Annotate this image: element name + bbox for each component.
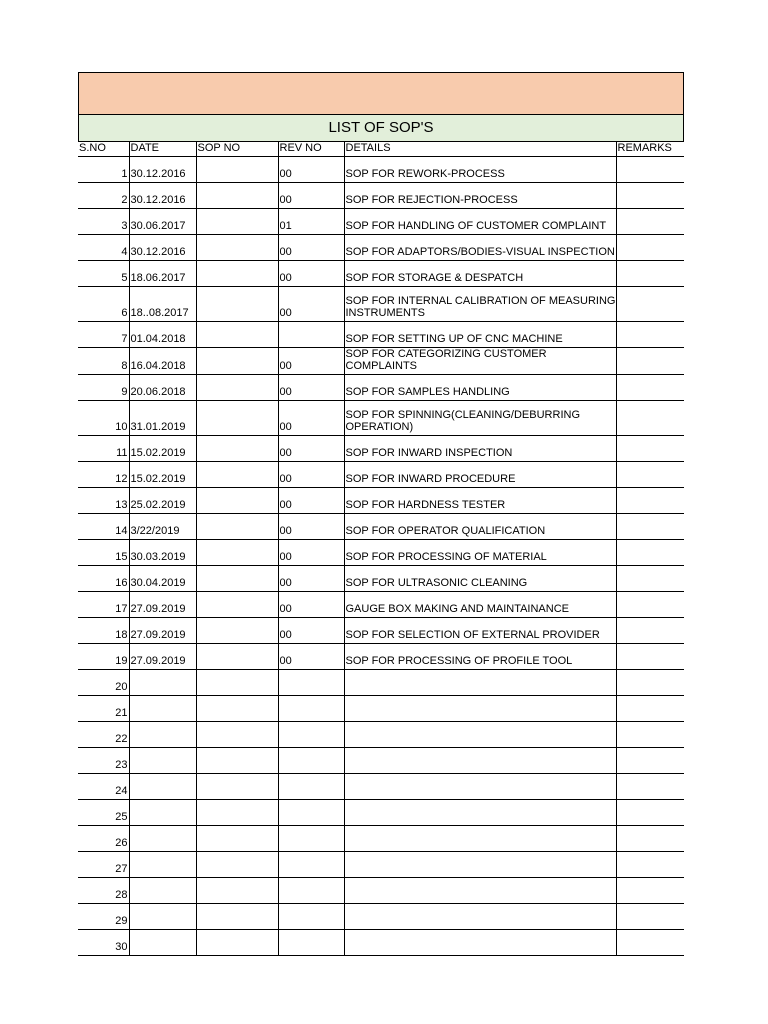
- table-row: [78, 618, 684, 644]
- rev-no-cell: 00: [278, 618, 344, 644]
- remarks-cell: [616, 436, 684, 462]
- details-cell: [344, 800, 616, 826]
- remarks-cell: [616, 540, 684, 566]
- sop-no-cell: [196, 436, 278, 462]
- table-row: [78, 261, 684, 287]
- date-cell: [129, 878, 196, 904]
- rev-no-cell: [278, 878, 344, 904]
- remarks-cell: [616, 930, 684, 956]
- sop-no-cell: [196, 183, 278, 209]
- rev-no-cell: 00: [278, 488, 344, 514]
- remarks-cell: [616, 670, 684, 696]
- sno-cell: 8: [78, 348, 129, 375]
- remarks-cell: [616, 696, 684, 722]
- header-sno: S.NO: [78, 142, 129, 157]
- sop-no-cell: [196, 826, 278, 852]
- remarks-cell: [616, 209, 684, 235]
- remarks-cell: [616, 566, 684, 592]
- table-row: [78, 722, 684, 748]
- header-rev-no: REV NO: [278, 142, 344, 157]
- date-cell: 18.06.2017: [129, 261, 196, 287]
- header-remarks: REMARKS: [616, 142, 684, 157]
- remarks-cell: [616, 722, 684, 748]
- remarks-cell: [616, 183, 684, 209]
- details-cell: SOP FOR CATEGORIZING CUSTOMER COMPLAINTS: [344, 348, 616, 375]
- date-cell: 01.04.2018: [129, 322, 196, 348]
- details-cell: SOP FOR HANDLING OF CUSTOMER COMPLAINT: [344, 209, 616, 235]
- remarks-cell: [616, 748, 684, 774]
- header-sop-no: SOP NO: [196, 142, 278, 157]
- details-cell: [344, 852, 616, 878]
- table-row: [78, 462, 684, 488]
- details-cell: [344, 670, 616, 696]
- rev-no-cell: 00: [278, 401, 344, 436]
- table-body: [78, 157, 684, 956]
- sop-no-cell: [196, 235, 278, 261]
- date-cell: 31.01.2019: [129, 401, 196, 436]
- sno-cell: 6: [78, 287, 129, 322]
- rev-no-cell: 01: [278, 209, 344, 235]
- remarks-cell: [616, 322, 684, 348]
- date-cell: 27.09.2019: [129, 644, 196, 670]
- date-cell: [129, 696, 196, 722]
- sop-no-cell: [196, 322, 278, 348]
- rev-no-cell: [278, 696, 344, 722]
- details-cell: SOP FOR INTERNAL CALIBRATION OF MEASURING INSTRUMENTS: [344, 287, 616, 322]
- sop-no-cell: [196, 852, 278, 878]
- sop-no-cell: [196, 488, 278, 514]
- sno-cell: 17: [78, 592, 129, 618]
- rev-no-cell: 00: [278, 157, 344, 183]
- date-cell: [129, 722, 196, 748]
- rev-no-cell: 00: [278, 462, 344, 488]
- table-row: [78, 488, 684, 514]
- table-row: [78, 235, 684, 261]
- table-row: [78, 930, 684, 956]
- sno-cell: 26: [78, 826, 129, 852]
- sop-no-cell: [196, 157, 278, 183]
- rev-no-cell: 00: [278, 261, 344, 287]
- remarks-cell: [616, 904, 684, 930]
- sno-cell: 11: [78, 436, 129, 462]
- details-cell: SOP FOR HARDNESS TESTER: [344, 488, 616, 514]
- remarks-cell: [616, 878, 684, 904]
- remarks-cell: [616, 348, 684, 375]
- header-date: DATE: [129, 142, 196, 157]
- rev-no-cell: 00: [278, 644, 344, 670]
- table-row: [78, 322, 684, 348]
- rev-no-cell: 00: [278, 235, 344, 261]
- rev-no-cell: 00: [278, 375, 344, 401]
- sno-cell: 15: [78, 540, 129, 566]
- sop-no-cell: [196, 618, 278, 644]
- sop-no-cell: [196, 930, 278, 956]
- remarks-cell: [616, 800, 684, 826]
- sop-no-cell: [196, 540, 278, 566]
- rev-no-cell: [278, 774, 344, 800]
- sno-cell: 4: [78, 235, 129, 261]
- sno-cell: 23: [78, 748, 129, 774]
- date-cell: 30.12.2016: [129, 157, 196, 183]
- sop-no-cell: [196, 696, 278, 722]
- remarks-cell: [616, 514, 684, 540]
- details-cell: SOP FOR INWARD PROCEDURE: [344, 462, 616, 488]
- date-cell: [129, 748, 196, 774]
- rev-no-cell: 00: [278, 592, 344, 618]
- table-row: [78, 514, 684, 540]
- details-cell: SOP FOR SETTING UP OF CNC MACHINE: [344, 322, 616, 348]
- remarks-cell: [616, 774, 684, 800]
- rev-no-cell: [278, 322, 344, 348]
- sop-no-cell: [196, 644, 278, 670]
- details-cell: SOP FOR REWORK-PROCESS: [344, 157, 616, 183]
- table-row: [78, 670, 684, 696]
- details-cell: SOP FOR PROCESSING OF MATERIAL: [344, 540, 616, 566]
- rev-no-cell: [278, 904, 344, 930]
- table-row: [78, 852, 684, 878]
- remarks-cell: [616, 488, 684, 514]
- sop-no-cell: [196, 592, 278, 618]
- table-row: [78, 644, 684, 670]
- date-cell: [129, 774, 196, 800]
- sno-cell: 27: [78, 852, 129, 878]
- date-cell: 30.04.2019: [129, 566, 196, 592]
- table-row: [78, 436, 684, 462]
- table-row: [78, 774, 684, 800]
- remarks-cell: [616, 375, 684, 401]
- sno-cell: 5: [78, 261, 129, 287]
- remarks-cell: [616, 644, 684, 670]
- sop-no-cell: [196, 774, 278, 800]
- header-banner: [78, 72, 684, 115]
- sop-no-cell: [196, 287, 278, 322]
- rev-no-cell: 00: [278, 436, 344, 462]
- sheet-title: LIST OF SOP'S: [78, 115, 684, 142]
- table-row: [78, 748, 684, 774]
- details-cell: [344, 904, 616, 930]
- sno-cell: 24: [78, 774, 129, 800]
- date-cell: 30.06.2017: [129, 209, 196, 235]
- details-cell: [344, 748, 616, 774]
- remarks-cell: [616, 401, 684, 436]
- sop-no-cell: [196, 670, 278, 696]
- details-cell: GAUGE BOX MAKING AND MAINTAINANCE: [344, 592, 616, 618]
- remarks-cell: [616, 287, 684, 322]
- sop-no-cell: [196, 566, 278, 592]
- rev-no-cell: 00: [278, 540, 344, 566]
- date-cell: 18..08.2017: [129, 287, 196, 322]
- sno-cell: 9: [78, 375, 129, 401]
- table-row: [78, 904, 684, 930]
- date-cell: 27.09.2019: [129, 592, 196, 618]
- sno-cell: 25: [78, 800, 129, 826]
- sno-cell: 30: [78, 930, 129, 956]
- table-row: [78, 157, 684, 183]
- sop-no-cell: [196, 904, 278, 930]
- rev-no-cell: [278, 826, 344, 852]
- sop-no-cell: [196, 375, 278, 401]
- sop-no-cell: [196, 261, 278, 287]
- rev-no-cell: [278, 748, 344, 774]
- remarks-cell: [616, 462, 684, 488]
- remarks-cell: [616, 826, 684, 852]
- rev-no-cell: 00: [278, 348, 344, 375]
- rev-no-cell: [278, 800, 344, 826]
- remarks-cell: [616, 261, 684, 287]
- table-row: [78, 540, 684, 566]
- details-cell: SOP FOR OPERATOR QUALIFICATION: [344, 514, 616, 540]
- sno-cell: 14: [78, 514, 129, 540]
- sno-cell: 22: [78, 722, 129, 748]
- table-row: [78, 401, 684, 436]
- sop-no-cell: [196, 348, 278, 375]
- details-cell: [344, 722, 616, 748]
- sop-sheet: [78, 72, 684, 956]
- date-cell: 30.12.2016: [129, 235, 196, 261]
- date-cell: 16.04.2018: [129, 348, 196, 375]
- header-details: DETAILS: [344, 142, 616, 157]
- sno-cell: 3: [78, 209, 129, 235]
- table-row: [78, 566, 684, 592]
- table-row: [78, 375, 684, 401]
- date-cell: 15.02.2019: [129, 462, 196, 488]
- date-cell: [129, 800, 196, 826]
- details-cell: SOP FOR SELECTION OF EXTERNAL PROVIDER: [344, 618, 616, 644]
- date-cell: 15.02.2019: [129, 436, 196, 462]
- sno-cell: 13: [78, 488, 129, 514]
- sop-table: [78, 142, 684, 956]
- sno-cell: 7: [78, 322, 129, 348]
- sop-no-cell: [196, 209, 278, 235]
- details-cell: SOP FOR REJECTION-PROCESS: [344, 183, 616, 209]
- date-cell: 3/22/2019: [129, 514, 196, 540]
- header-row: [78, 142, 684, 157]
- date-cell: [129, 904, 196, 930]
- remarks-cell: [616, 618, 684, 644]
- sno-cell: 10: [78, 401, 129, 436]
- sno-cell: 28: [78, 878, 129, 904]
- table-row: [78, 287, 684, 322]
- details-cell: SOP FOR INWARD INSPECTION: [344, 436, 616, 462]
- rev-no-cell: 00: [278, 566, 344, 592]
- sop-no-cell: [196, 514, 278, 540]
- sno-cell: 2: [78, 183, 129, 209]
- table-row: [78, 348, 684, 375]
- date-cell: 27.09.2019: [129, 618, 196, 644]
- details-cell: SOP FOR ULTRASONIC CLEANING: [344, 566, 616, 592]
- date-cell: [129, 826, 196, 852]
- remarks-cell: [616, 157, 684, 183]
- sno-cell: 20: [78, 670, 129, 696]
- rev-no-cell: 00: [278, 183, 344, 209]
- date-cell: [129, 670, 196, 696]
- date-cell: 30.03.2019: [129, 540, 196, 566]
- details-cell: [344, 774, 616, 800]
- rev-no-cell: [278, 670, 344, 696]
- details-cell: SOP FOR STORAGE & DESPATCH: [344, 261, 616, 287]
- details-cell: [344, 696, 616, 722]
- sop-no-cell: [196, 800, 278, 826]
- rev-no-cell: 00: [278, 514, 344, 540]
- details-cell: [344, 878, 616, 904]
- table-row: [78, 696, 684, 722]
- sno-cell: 12: [78, 462, 129, 488]
- details-cell: [344, 930, 616, 956]
- sno-cell: 21: [78, 696, 129, 722]
- sop-no-cell: [196, 722, 278, 748]
- remarks-cell: [616, 235, 684, 261]
- details-cell: SOP FOR PROCESSING OF PROFILE TOOL: [344, 644, 616, 670]
- date-cell: 20.06.2018: [129, 375, 196, 401]
- table-row: [78, 183, 684, 209]
- rev-no-cell: [278, 852, 344, 878]
- rev-no-cell: 00: [278, 287, 344, 322]
- table-row: [78, 826, 684, 852]
- details-cell: SOP FOR ADAPTORS/BODIES-VISUAL INSPECTION: [344, 235, 616, 261]
- date-cell: 30.12.2016: [129, 183, 196, 209]
- date-cell: 25.02.2019: [129, 488, 196, 514]
- sno-cell: 1: [78, 157, 129, 183]
- date-cell: [129, 852, 196, 878]
- sop-no-cell: [196, 748, 278, 774]
- remarks-cell: [616, 852, 684, 878]
- date-cell: [129, 930, 196, 956]
- rev-no-cell: [278, 930, 344, 956]
- table-row: [78, 800, 684, 826]
- table-row: [78, 592, 684, 618]
- sop-no-cell: [196, 401, 278, 436]
- details-cell: SOP FOR SPINNING(CLEANING/DEBURRING OPERATION): [344, 401, 616, 436]
- sop-no-cell: [196, 878, 278, 904]
- sno-cell: 18: [78, 618, 129, 644]
- remarks-cell: [616, 592, 684, 618]
- table-row: [78, 209, 684, 235]
- details-cell: SOP FOR SAMPLES HANDLING: [344, 375, 616, 401]
- table-row: [78, 878, 684, 904]
- sop-no-cell: [196, 462, 278, 488]
- rev-no-cell: [278, 722, 344, 748]
- sno-cell: 29: [78, 904, 129, 930]
- details-cell: [344, 826, 616, 852]
- sno-cell: 19: [78, 644, 129, 670]
- sno-cell: 16: [78, 566, 129, 592]
